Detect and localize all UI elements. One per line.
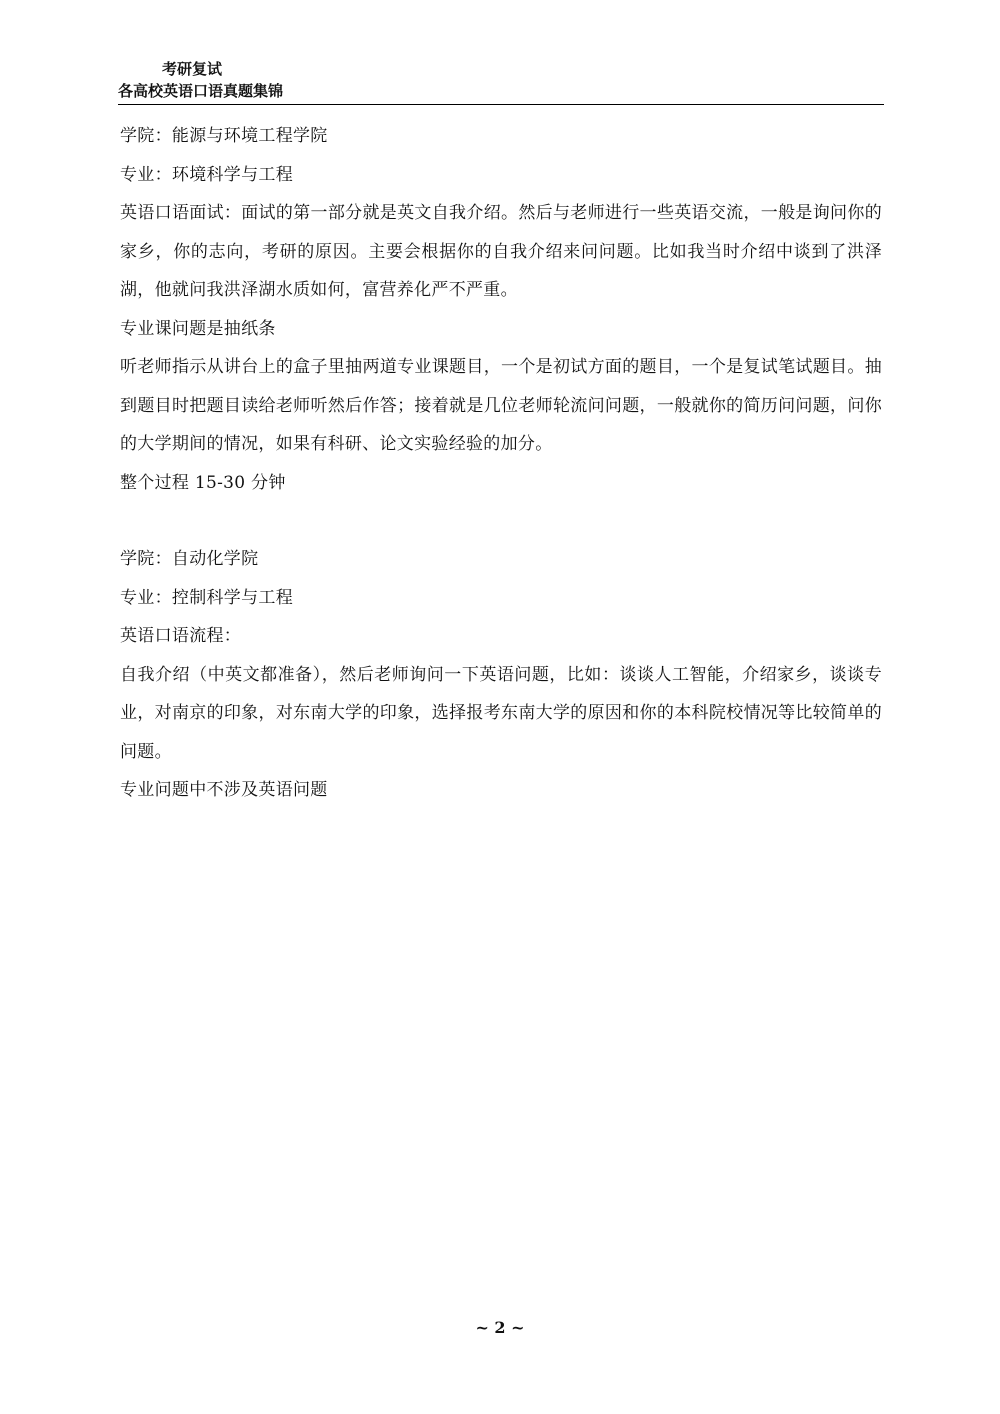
section2-prof-note: 专业问题中不涉及英语问题 (120, 780, 328, 800)
section1-prof-detail: 听老师指示从讲台上的盒子里抽两道专业课题目，一个是初试方面的题目，一个是复试笔试题目。抽到题目时把题目读给老师听然后作答；接着就是几位老师轮流问问题，一般就你的简历问问题，问你的大学期间的情况，如果有科研、论文实验经验的加分。 (120, 357, 882, 454)
section2-college: 学院：自动化学院 (120, 549, 259, 569)
section1-duration: 整个过程 15-30 分钟 (120, 472, 286, 493)
section1-major: 专业：环境科学与工程 (120, 164, 293, 185)
section-gap (120, 502, 882, 540)
section2-major: 专业：控制科学与工程 (120, 587, 293, 608)
section1-prof-title: 专业课问题是抽纸条 (120, 318, 276, 339)
section1-oral-interview: 英语口语面试：面试的第一部分就是英文自我介绍。然后与老师进行一些英语交流，一般是询问你的家乡，你的志向，考研的原因。主要会根据你的自我介绍来问问题。比如我当时介绍中谈到了洪泽湖，他就问我洪泽湖水质如何，富营养化严不严重。 (120, 203, 882, 300)
section1-college: 学院：能源与环境工程学院 (120, 126, 328, 146)
section2-oral-title: 英语口语流程： (120, 626, 242, 646)
page-number: ~ 2 ~ (475, 1318, 525, 1337)
page-header (118, 58, 884, 105)
section2-oral-detail: 自我介绍（中英文都准备），然后老师询问一下英语问题，比如：谈谈人工智能，介绍家乡，谈谈专业，对南京的印象，对东南大学的印象，选择报考东南大学的原因和你的本科院校情况等比较简单的问题。 (120, 664, 882, 762)
document-body (120, 117, 882, 810)
header-title: 考研复试 (162, 60, 223, 78)
header-subtitle: 各高校英语口语真题集锦 (118, 82, 284, 100)
